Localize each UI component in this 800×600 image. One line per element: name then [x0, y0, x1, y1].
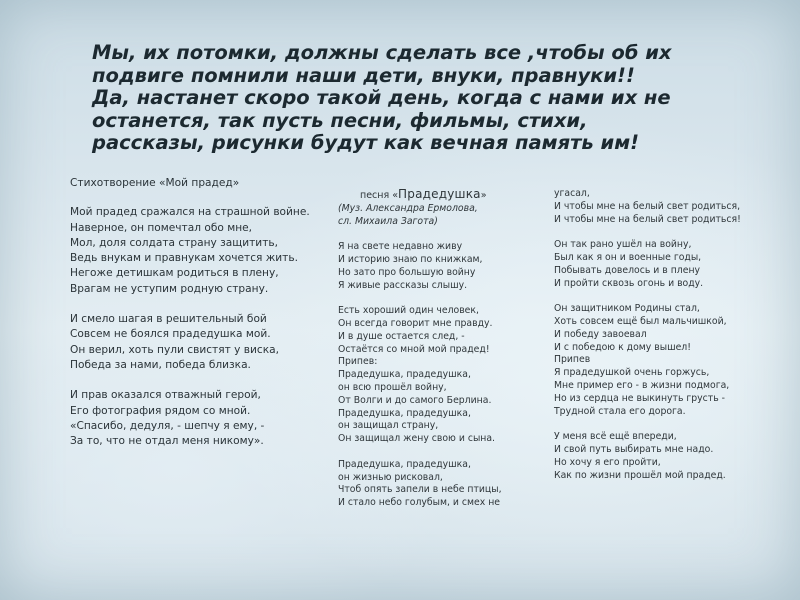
- poem-line: Победа за нами, победа близка.: [70, 358, 251, 371]
- song-line: Но зато про большую войну: [338, 266, 476, 278]
- song-line: Он защитником Родины стал,: [554, 303, 700, 315]
- song-line: Я прадедушкой очень горжусь,: [554, 367, 710, 379]
- song-line: И с победою к дому вышел!: [554, 341, 691, 353]
- song-line: он всю прошёл войну,: [338, 381, 447, 393]
- poem-line: Его фотография рядом со мной.: [70, 404, 251, 417]
- song-line: Остаётся со мной мой прадед!: [338, 343, 490, 355]
- heading-line: Да, настанет скоро такой день, когда с нами их не: [92, 86, 671, 109]
- song-line: И историю знаю по книжкам,: [338, 253, 483, 265]
- poem-line: Негоже детишкам родиться в плену,: [70, 267, 279, 280]
- heading-line: подвиге помнили наши дети, внуки, правнуки!!: [92, 63, 635, 87]
- song-credit: (Муз. Александра Ермолова,: [338, 202, 478, 214]
- song-line: Трудной стала его дорога.: [554, 405, 686, 417]
- heading-line: рассказы, рисунки будут как вечная память им!: [92, 131, 640, 154]
- song-line: Есть хороший один человек,: [338, 305, 479, 317]
- poem-line: Ведь внукам и правнукам хочется жить.: [70, 252, 298, 265]
- song-line: Мне пример его - в жизни подмога,: [554, 379, 730, 391]
- song-line: он защищал страну,: [338, 420, 439, 432]
- song-line: Как по жизни прошёл мой прадед.: [554, 469, 726, 481]
- poem-line: И смело шагая в решительный бой: [70, 313, 267, 326]
- song-line: Побывать довелось и в плену: [554, 264, 701, 276]
- song-line: Я живые рассказы слышу.: [338, 279, 468, 291]
- song-line: он жизнью рисковал,: [338, 471, 443, 483]
- song-credit: сл. Михаила Загота): [338, 215, 438, 227]
- song-line: угасал,: [554, 188, 590, 199]
- song-line: И чтобы мне на белый свет родиться,: [554, 200, 741, 212]
- song-line: Чтоб опять запели в небе птицы,: [338, 484, 502, 496]
- poem-line: Мол, доля солдата страну защитить,: [70, 236, 278, 249]
- poem-column: [70, 176, 330, 449]
- song-line: Прадедушка, прадедушка,: [338, 369, 471, 381]
- poem-line: Врагам не уступим родную страну.: [70, 282, 269, 295]
- song-line: Но хочу я его пройти,: [554, 456, 661, 468]
- heading-line: Мы, их потомки, должны сделать все ,чтобы об их: [92, 41, 672, 64]
- song-line: Он защищал жену свою и сына.: [338, 433, 496, 445]
- poem-line: Совсем не боялся прадедушка мой.: [70, 328, 271, 341]
- poem-line: За то, что не отдал меня никому».: [70, 435, 264, 448]
- song-line: И стало небо голубым, и смех не: [338, 497, 501, 509]
- song-chorus-label: Припев:: [338, 356, 378, 368]
- song-line: Но из сердца не выкинуть грусть -: [554, 392, 725, 404]
- song-continued-column: [554, 188, 784, 482]
- song-line: Я на свете недавно живу: [338, 241, 463, 253]
- song-line: Хоть совсем ещё был мальчишкой,: [554, 315, 727, 327]
- song-line: И чтобы мне на белый свет родиться!: [554, 213, 741, 225]
- song-line: И пройти сквозь огонь и воду.: [554, 277, 704, 289]
- song-line: У меня всё ещё впереди,: [554, 431, 677, 443]
- song-chorus-label: Припев: [554, 354, 591, 366]
- song-line: От Волги и до самого Берлина.: [338, 394, 492, 406]
- poem-title: Стихотворение «Мой прадед»: [70, 177, 240, 189]
- poem-line: И прав оказался отважный герой,: [70, 389, 261, 402]
- song-line: И в душе остается след, -: [338, 330, 465, 342]
- song-line: И свой путь выбирать мне надо.: [554, 443, 714, 455]
- song-line: Прадедушка, прадедушка,: [338, 458, 471, 470]
- heading-line: останется, так пусть песни, фильмы, стихи,: [92, 108, 588, 132]
- poem-line: Наверное, он помечтал обо мне,: [70, 221, 253, 234]
- poem-line: Он верил, хоть пули свистят у виска,: [70, 343, 279, 356]
- poem-line: Мой прадед сражался на страшной войне.: [70, 206, 310, 219]
- song-column: [338, 188, 538, 510]
- song-line: Он всегда говорит мне правду.: [338, 317, 493, 329]
- song-line: И победу завоевал: [554, 328, 647, 340]
- song-line: Он так рано ушёл на войну,: [554, 239, 692, 251]
- song-line: Прадедушка, прадедушка,: [338, 407, 471, 419]
- song-line: Был как я он и военные годы,: [554, 251, 702, 263]
- slide-heading: [92, 42, 782, 155]
- poem-line: «Спасибо, дедуля, - шепчу я ему, -: [70, 419, 265, 432]
- song-title: песня «Прадедушка»: [360, 187, 487, 201]
